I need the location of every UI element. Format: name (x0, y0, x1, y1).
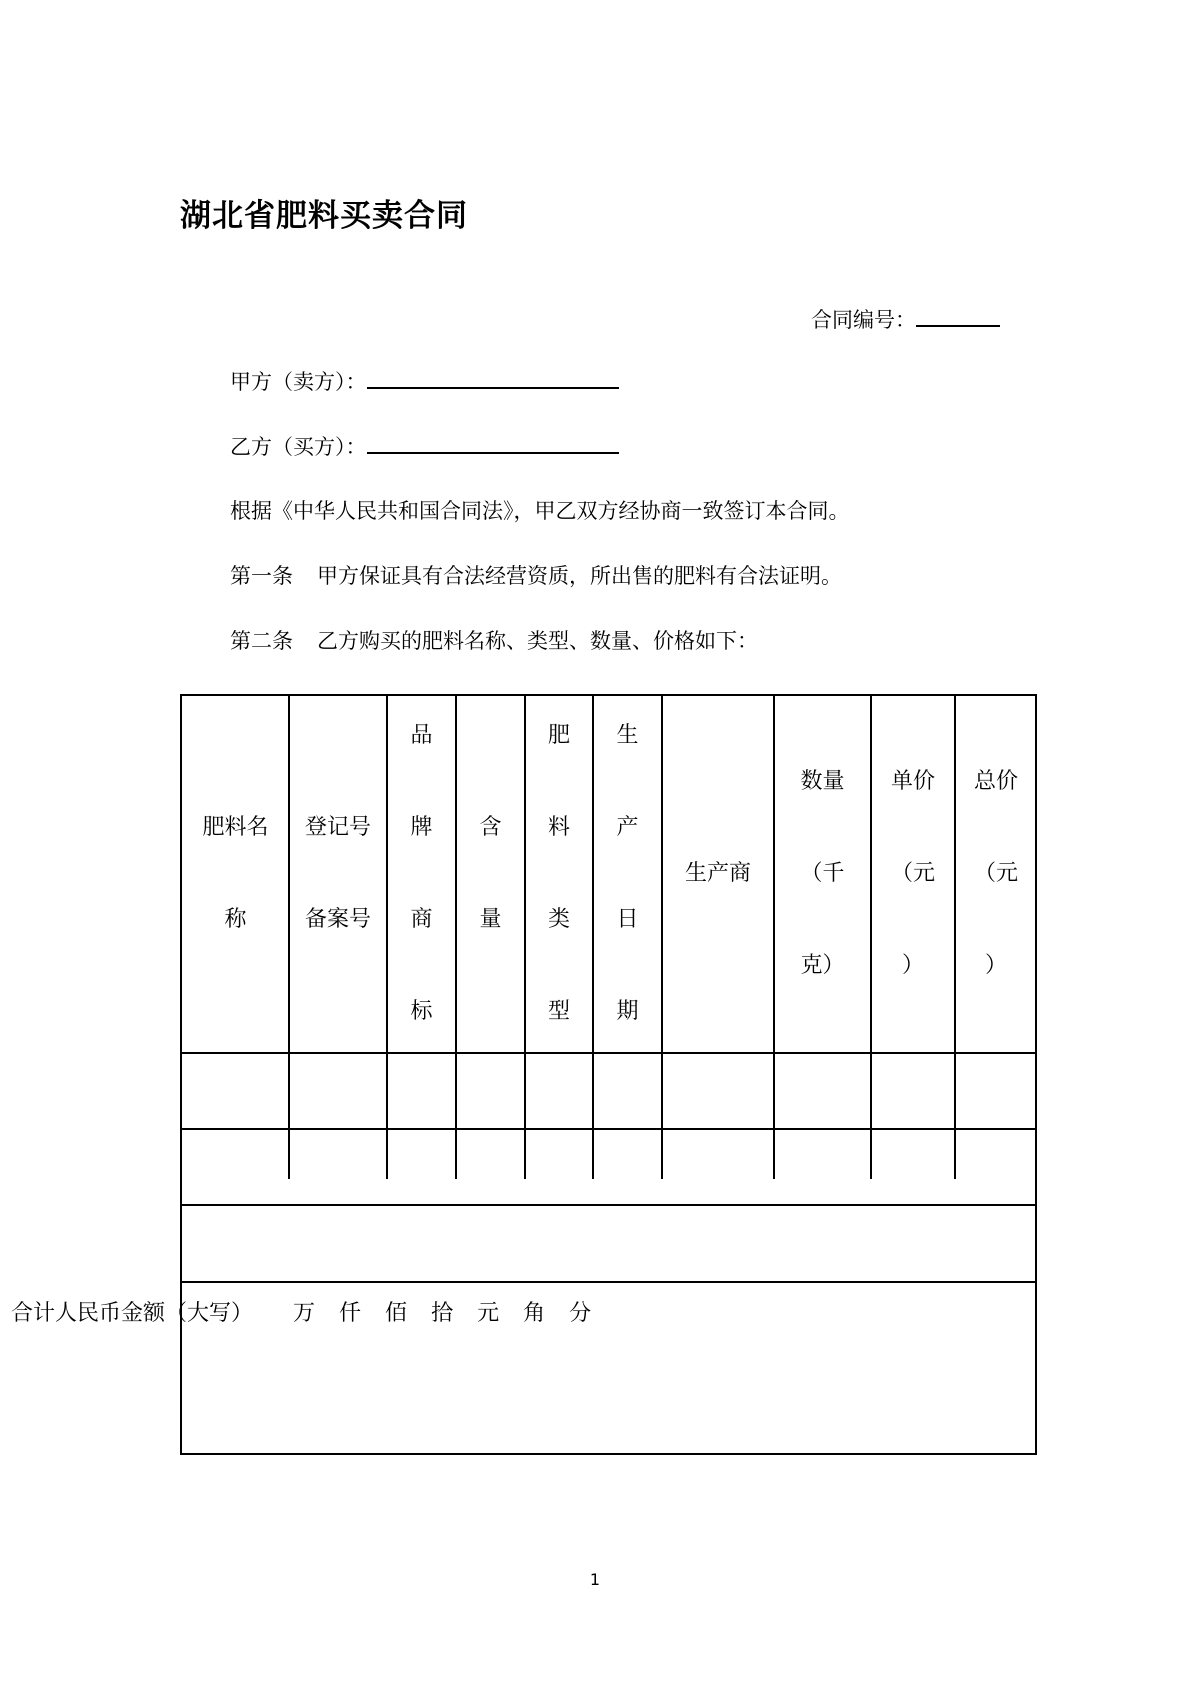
table-header-text: 总价 (973, 769, 1018, 794)
table-cell[interactable] (955, 1128, 1037, 1204)
table-header-text: （元 (973, 861, 1018, 886)
table-header-text: 克） (800, 953, 845, 978)
fertilizer-table (180, 694, 1037, 1455)
table-header-text: 型 (547, 999, 570, 1024)
table-header-text: （元 (890, 861, 935, 886)
table-cell[interactable] (387, 1052, 456, 1128)
table-cell[interactable] (774, 1205, 871, 1281)
table-cell[interactable] (456, 1128, 525, 1204)
table-header-cell (871, 696, 955, 1052)
table-header-text: 产 (616, 815, 639, 840)
total-amount-row (11, 1296, 591, 1327)
article-1-text: 甲方保证具有合法经营资质，所出售的肥料有合法证明。 (317, 564, 842, 588)
table-header-text: 类 (547, 907, 570, 932)
table-cell[interactable] (289, 1128, 387, 1204)
table-cell[interactable] (182, 1205, 289, 1281)
table-header-text: 品 (410, 723, 433, 748)
amount-unit: 万 (293, 1301, 316, 1326)
contract-number-label: 合同编号： (811, 308, 916, 332)
table-header-text: 备案号 (304, 907, 371, 932)
amount-unit: 角 (523, 1301, 546, 1326)
table-header-text: 牌 (410, 815, 433, 840)
table-cell[interactable] (871, 1128, 955, 1204)
table-cell[interactable] (774, 1128, 871, 1204)
table-cell[interactable] (662, 1052, 774, 1128)
total-amount-label: 合计人民币金额（大写） (11, 1301, 254, 1326)
table-cell[interactable] (525, 1128, 593, 1204)
table-header-text: （千 (800, 861, 845, 886)
contract-number-blank[interactable] (916, 303, 1000, 327)
article-1-label: 第一条 (230, 564, 293, 588)
table-cell[interactable] (525, 1052, 593, 1128)
table-cell[interactable] (593, 1052, 662, 1128)
table-cell[interactable] (387, 1205, 456, 1281)
table-header-cell (593, 696, 662, 1052)
table-header-text: 标 (410, 999, 433, 1024)
table-header-cell (182, 696, 289, 1052)
table-cell[interactable] (593, 1205, 662, 1281)
table-cell[interactable] (525, 1205, 593, 1281)
table-header-text: 量 (479, 907, 502, 932)
table-header-cell (289, 696, 387, 1052)
page-title: 湖北省肥料买卖合同 (180, 198, 468, 234)
table-cell[interactable] (955, 1052, 1037, 1128)
table-cell[interactable] (182, 1052, 289, 1128)
party-a-line (230, 365, 619, 396)
table-cell[interactable] (456, 1205, 525, 1281)
table-header-cell (662, 696, 774, 1052)
table-row-divider (182, 1281, 1035, 1283)
table-header-text: 数量 (800, 769, 845, 794)
article-2 (230, 625, 758, 655)
article-2-text: 乙方购买的肥料名称、类型、数量、价格如下： (317, 629, 758, 653)
contract-number (811, 303, 1000, 334)
amount-unit: 仟 (339, 1301, 362, 1326)
table-header-text: 商 (410, 907, 433, 932)
table-header-cell (955, 696, 1037, 1052)
table-cell[interactable] (871, 1052, 955, 1128)
table-header-text: 期 (616, 999, 639, 1024)
table-header-text: 称 (224, 907, 247, 932)
table-header-cell (525, 696, 593, 1052)
party-b-blank[interactable] (367, 430, 619, 454)
table-header-text: 单价 (890, 769, 935, 794)
table-header-text: ） (901, 953, 924, 978)
amount-unit: 佰 (385, 1301, 408, 1326)
table-header-text: 肥 (547, 723, 570, 748)
page-number: 1 (589, 1570, 601, 1589)
party-a-blank[interactable] (367, 365, 619, 389)
table-cell[interactable] (662, 1128, 774, 1204)
amount-unit: 元 (477, 1301, 500, 1326)
table-header-cell (456, 696, 525, 1052)
table-cell[interactable] (774, 1052, 871, 1128)
amount-unit: 拾 (431, 1301, 454, 1326)
table-header-text: 日 (616, 907, 639, 932)
table-header-text: 料 (547, 815, 570, 840)
table-header-text: 生产商 (684, 861, 751, 886)
article-1 (230, 560, 842, 590)
table-header-text: ） (984, 953, 1007, 978)
table-cell[interactable] (182, 1128, 289, 1204)
table-cell[interactable] (871, 1205, 955, 1281)
party-b-label: 乙方（买方）： (230, 435, 367, 459)
table-cell[interactable] (593, 1128, 662, 1204)
table-cell[interactable] (955, 1205, 1037, 1281)
table-header-text: 肥料名 (202, 815, 269, 840)
table-header-cell (774, 696, 871, 1052)
intro-paragraph: 根据《中华人民共和国合同法》，甲乙双方经协商一致签订本合同。 (230, 499, 850, 523)
table-cell[interactable] (387, 1128, 456, 1204)
table-cell[interactable] (456, 1052, 525, 1128)
table-cell[interactable] (289, 1052, 387, 1128)
table-cell[interactable] (662, 1205, 774, 1281)
table-header-text: 登记号 (304, 815, 371, 840)
party-b-line (230, 430, 619, 461)
table-header-text: 生 (616, 723, 639, 748)
party-a-label: 甲方（卖方）： (230, 370, 367, 394)
amount-unit: 分 (569, 1301, 592, 1326)
table-header-cell (387, 696, 456, 1052)
table-header-text: 含 (479, 815, 502, 840)
table-cell[interactable] (289, 1205, 387, 1281)
article-2-label: 第二条 (230, 629, 293, 653)
